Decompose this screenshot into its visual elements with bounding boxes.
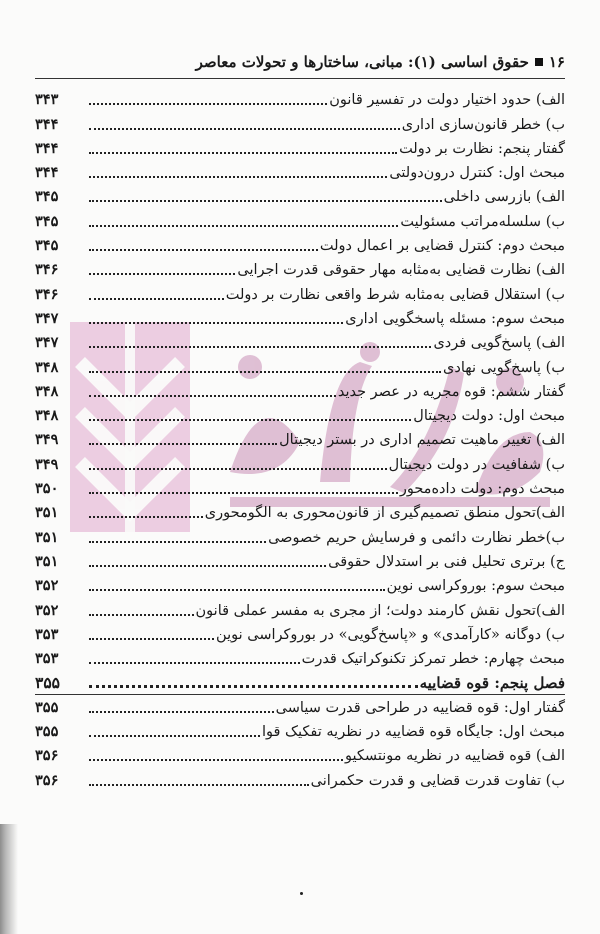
- toc-row: [35, 305, 565, 329]
- dot-leader: [89, 298, 224, 300]
- header-rule: [35, 78, 565, 79]
- toc-entry-title: الف) پاسخ‌گویی فردی: [433, 335, 565, 352]
- toc-entry-title: الف) تغییر ماهیت تصمیم اداری در بستر دیجیتال: [279, 432, 565, 449]
- toc-page-number: ۳۵۵: [35, 673, 60, 693]
- toc-page-number: ۳۴۷: [35, 309, 59, 327]
- toc-entry-title: ب) استقلال قضایی به‌مثابه شرط واقعی نظارت بر دولت: [225, 286, 565, 303]
- toc-entry-title: ب)خطر نظارت دائمی و فرسایش حریم خصوصی: [268, 529, 565, 546]
- toc-page-number: ۳۴۴: [35, 115, 59, 133]
- toc-entry-title: مبحث دوم: دولت داده‌محور: [399, 481, 565, 498]
- dot-leader: [89, 395, 336, 397]
- toc-row: [35, 256, 565, 280]
- toc-entry-title: ب) خطر قانون‌سازی اداری: [401, 116, 565, 133]
- dot-leader: [89, 468, 387, 470]
- toc-chapter-row: [35, 669, 565, 693]
- dot-leader: [89, 492, 398, 494]
- toc-page-number: ۳۵۱: [35, 528, 59, 546]
- running-header: [35, 50, 565, 74]
- book-title: حقوق اساسی (۱): مبانی، ساختارها و تحولات معاصر: [195, 53, 529, 71]
- dot-leader: [89, 371, 441, 373]
- toc-page-number: ۳۵۱: [35, 552, 59, 570]
- dot-leader: [89, 273, 235, 275]
- toc-page-number: ۳۵۵: [35, 723, 59, 741]
- toc-entry-title: ب) سلسله‌مراتب مسئولیت: [400, 213, 565, 230]
- dot-leader: [89, 614, 194, 616]
- dot-leader: [89, 685, 418, 688]
- dot-leader: [89, 346, 431, 348]
- toc-entry-title: مبحث اول: کنترل درون‌دولتی: [389, 165, 565, 182]
- toc-row: [35, 742, 565, 766]
- toc-entry-title: مبحث سوم: بوروکراسی نوین: [386, 578, 565, 595]
- toc-entry-title: مبحث اول: دولت دیجیتال: [413, 408, 565, 425]
- toc-page-number: ۳۴۸: [35, 407, 59, 425]
- toc-row: [35, 402, 565, 426]
- toc-page-number: ۳۵۲: [35, 577, 59, 595]
- dot-leader: [89, 759, 343, 761]
- dot-leader: [89, 784, 309, 786]
- dot-leader: [89, 103, 327, 105]
- toc-entry-title: الف) حدود اختیار دولت در تفسیر قانون: [329, 92, 565, 109]
- dot-leader: [89, 565, 326, 567]
- toc-page-number: ۳۵۶: [35, 747, 59, 765]
- dot-leader: [89, 200, 442, 202]
- dot-leader: [89, 225, 398, 227]
- dot-leader: [89, 516, 203, 518]
- toc-row: [35, 86, 565, 110]
- dot-leader: [89, 541, 266, 543]
- toc-page-number: ۳۵۱: [35, 504, 59, 522]
- dot-leader: [89, 152, 397, 154]
- toc-row: [35, 159, 565, 183]
- toc-entry-title: ج) برتری تحلیل فنی بر استدلال حقوقی: [328, 553, 565, 570]
- dot-leader: [89, 735, 260, 737]
- toc-entry-title: مبحث دوم: کنترل قضایی بر اعمال دولت: [319, 238, 565, 255]
- toc-row: [35, 135, 565, 159]
- toc-page-number: ۳۵۲: [35, 601, 59, 619]
- toc-entry-title: فصل پنجم: قوه قضاییه: [419, 674, 565, 693]
- toc-entry-title: ب) دوگانه «کارآمدی» و «پاسخ‌گویی» در بوروکراسی نوین: [216, 626, 565, 643]
- toc-page-number: ۳۴۹: [35, 431, 59, 449]
- toc-page-number: ۳۵۶: [35, 771, 59, 789]
- toc-row: [35, 232, 565, 256]
- toc-row: [35, 280, 565, 304]
- dot-leader: [89, 419, 411, 421]
- toc-entry-title: الف) نظارت قضایی به‌مثابه مهار حقوقی قدرت اجرایی: [237, 262, 565, 279]
- toc-entry-title: ب) شفافیت در دولت دیجیتال: [388, 456, 565, 473]
- scan-edge-shadow: [0, 824, 18, 934]
- toc-entry-title: مبحث چهارم: خطر تمرکز تکنوکراتیک قدرت: [301, 651, 565, 668]
- toc-page-number: ۳۴۷: [35, 334, 59, 352]
- table-of-contents: [35, 86, 565, 791]
- toc-row: [35, 548, 565, 572]
- dot-leader: [89, 662, 300, 664]
- toc-page-number: ۳۴۳: [35, 91, 59, 109]
- toc-entry-title: مبحث اول: جایگاه قوه قضاییه در نظریه تفکیک قوا: [261, 724, 565, 741]
- toc-row: [35, 499, 565, 523]
- toc-entry-title: گفتار پنجم: نظارت بر دولت: [399, 140, 565, 157]
- toc-page-number: ۳۵۳: [35, 625, 59, 643]
- toc-row: [35, 110, 565, 134]
- toc-row: [35, 450, 565, 474]
- dot-leader: [89, 322, 343, 324]
- dot-leader: [89, 176, 387, 178]
- toc-entry-title: الف) بازرسی داخلی: [443, 189, 565, 206]
- dot-leader: [89, 128, 400, 130]
- toc-entry-title: ب) پاسخ‌گویی نهادی: [443, 359, 565, 376]
- toc-row: [35, 645, 565, 669]
- toc-page-number: ۳۵۰: [35, 480, 59, 498]
- toc-entry-title: گفتار اول: قوه قضاییه در طراحی قدرت سیاسی: [275, 699, 565, 716]
- toc-page-number: ۳۴۵: [35, 188, 59, 206]
- toc-page-number: ۳۵۳: [35, 650, 59, 668]
- toc-entry-title: الف)تحول نقش کارمند دولت؛ از مجری به مفسر عملی قانون: [195, 602, 565, 619]
- toc-page-number: ۳۴۸: [35, 382, 59, 400]
- toc-row: [35, 596, 565, 620]
- dot-leader: [89, 589, 385, 591]
- toc-row: [35, 207, 565, 231]
- toc-entry-title: ب) تفاوت قدرت قضایی و قدرت حکمرانی: [310, 772, 565, 789]
- dot-leader: [89, 638, 214, 640]
- toc-row: [35, 378, 565, 402]
- toc-entry-title: الف)تحول منطق تصمیم‌گیری از قانون‌محوری به الگومحوری: [204, 505, 565, 522]
- toc-page-number: ۳۴۶: [35, 261, 59, 279]
- toc-row: [35, 693, 565, 717]
- toc-row: [35, 426, 565, 450]
- toc-page-number: ۳۴۴: [35, 139, 59, 157]
- page-number: ۱۶: [548, 53, 565, 71]
- dot-leader: [89, 443, 277, 445]
- toc-row: [35, 353, 565, 377]
- dot-leader: [89, 249, 318, 251]
- toc-row: [35, 621, 565, 645]
- toc-row: [35, 766, 565, 790]
- square-bullet-icon: [535, 58, 543, 66]
- toc-row: [35, 475, 565, 499]
- toc-page-number: ۳۴۸: [35, 358, 59, 376]
- toc-row: [35, 523, 565, 547]
- toc-page-number: ۳۴۴: [35, 164, 59, 182]
- toc-page-number: ۳۴۶: [35, 285, 59, 303]
- toc-page-number: ۳۴۵: [35, 212, 59, 230]
- toc-page-number: ۳۴۹: [35, 455, 59, 473]
- toc-row: [35, 329, 565, 353]
- toc-page-number: ۳۵۵: [35, 698, 59, 716]
- toc-entry-title: مبحث سوم: مسئله پاسخگویی اداری: [345, 310, 565, 327]
- toc-entry-title: گفتار ششم: قوه مجریه در عصر جدید: [337, 383, 565, 400]
- toc-entry-title: الف) قوه قضاییه در نظریه مونتسکیو: [345, 748, 565, 765]
- toc-row: [35, 572, 565, 596]
- toc-page-number: ۳۴۵: [35, 237, 59, 255]
- toc-row: [35, 718, 565, 742]
- dot-leader: [89, 711, 274, 713]
- scan-speck: [300, 892, 303, 895]
- toc-row: [35, 183, 565, 207]
